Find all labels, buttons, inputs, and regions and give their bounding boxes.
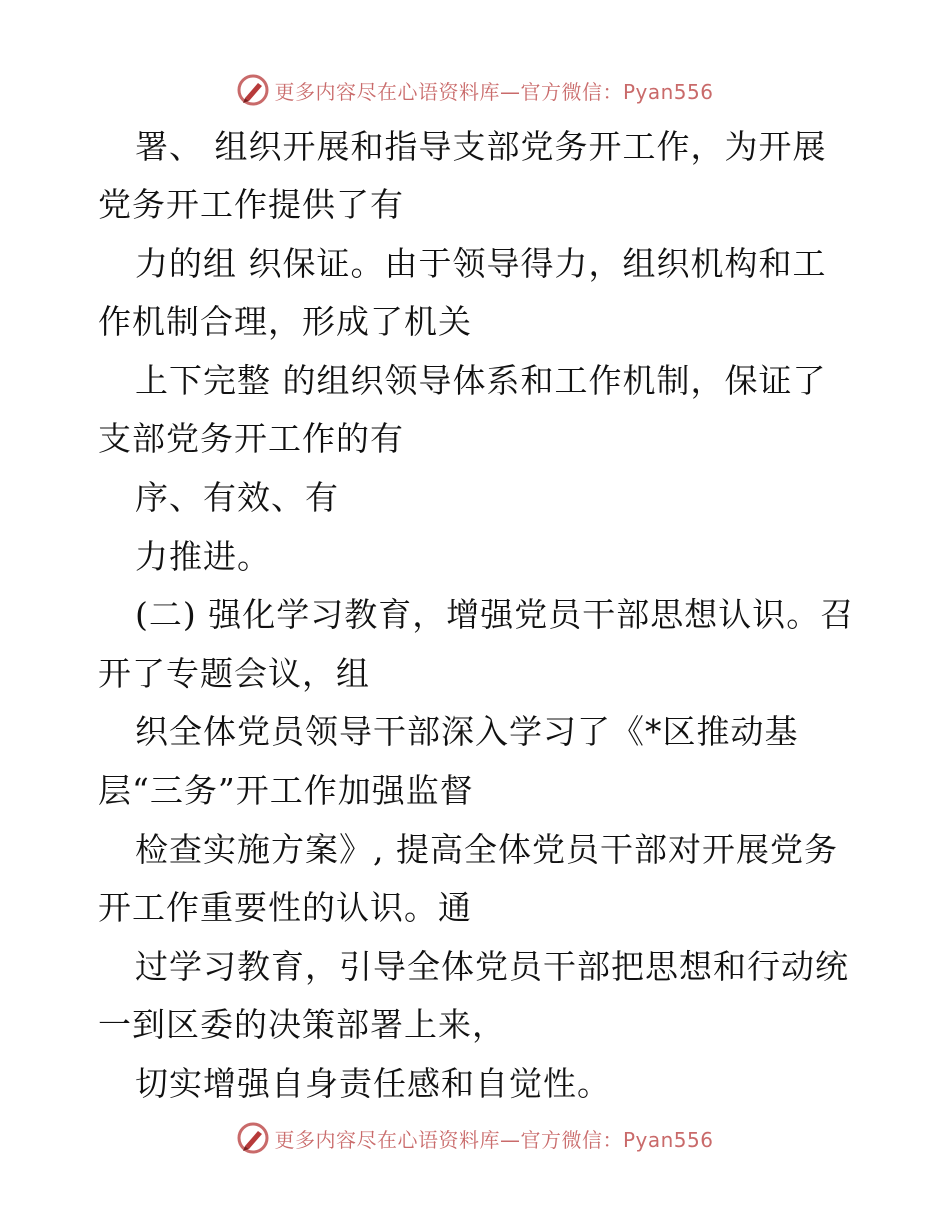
text-line: 开工作重要性的认识。通 bbox=[98, 888, 472, 927]
text-line: 序、有效、有 bbox=[135, 478, 339, 517]
text-line: 织全体党员领导干部深入学习了《*区推动基 bbox=[135, 712, 799, 751]
text-line: 检查实施方案》, 提高全体党员干部对开展党务 bbox=[135, 830, 838, 869]
footer-watermark-banner bbox=[0, 1118, 950, 1158]
watermark-text: 更多内容尽在心语资料库—官方微信：Pyan556 bbox=[274, 79, 714, 104]
text-line: 开了专题会议，组 bbox=[98, 654, 370, 693]
text-line: 力的组 织保证。由于领导得力，组织机构和工 bbox=[135, 244, 827, 283]
text-line: 力推进。 bbox=[135, 537, 271, 576]
text-line: 党务开工作提供了有 bbox=[98, 185, 404, 224]
text-line: 作机制合理，形成了机关 bbox=[98, 302, 472, 341]
text-line: 过学习教育，引导全体党员干部把思想和行动统 bbox=[135, 947, 849, 986]
text-line: 上下完整 的组织领导体系和工作机制，保证了 bbox=[135, 361, 827, 400]
text-line: (二) 强化学习教育，增强党员干部思想认识。召 bbox=[135, 595, 855, 634]
text-line: 层“三务”开工作加强监督 bbox=[98, 771, 474, 810]
pen-circle-logo-icon bbox=[236, 1121, 270, 1155]
header-watermark-banner bbox=[0, 70, 950, 110]
watermark-text: 更多内容尽在心语资料库—官方微信：Pyan556 bbox=[274, 1127, 714, 1152]
text-line: 一到区委的决策部署上来， bbox=[98, 1005, 506, 1044]
text-line: 支部党务开工作的有 bbox=[98, 419, 404, 458]
pen-circle-logo-icon bbox=[236, 73, 270, 107]
text-line: 切实增强自身责任感和自觉性。 bbox=[135, 1064, 611, 1103]
text-line: 署、 组织开展和指导支部党务开工作，为开展 bbox=[135, 127, 827, 166]
